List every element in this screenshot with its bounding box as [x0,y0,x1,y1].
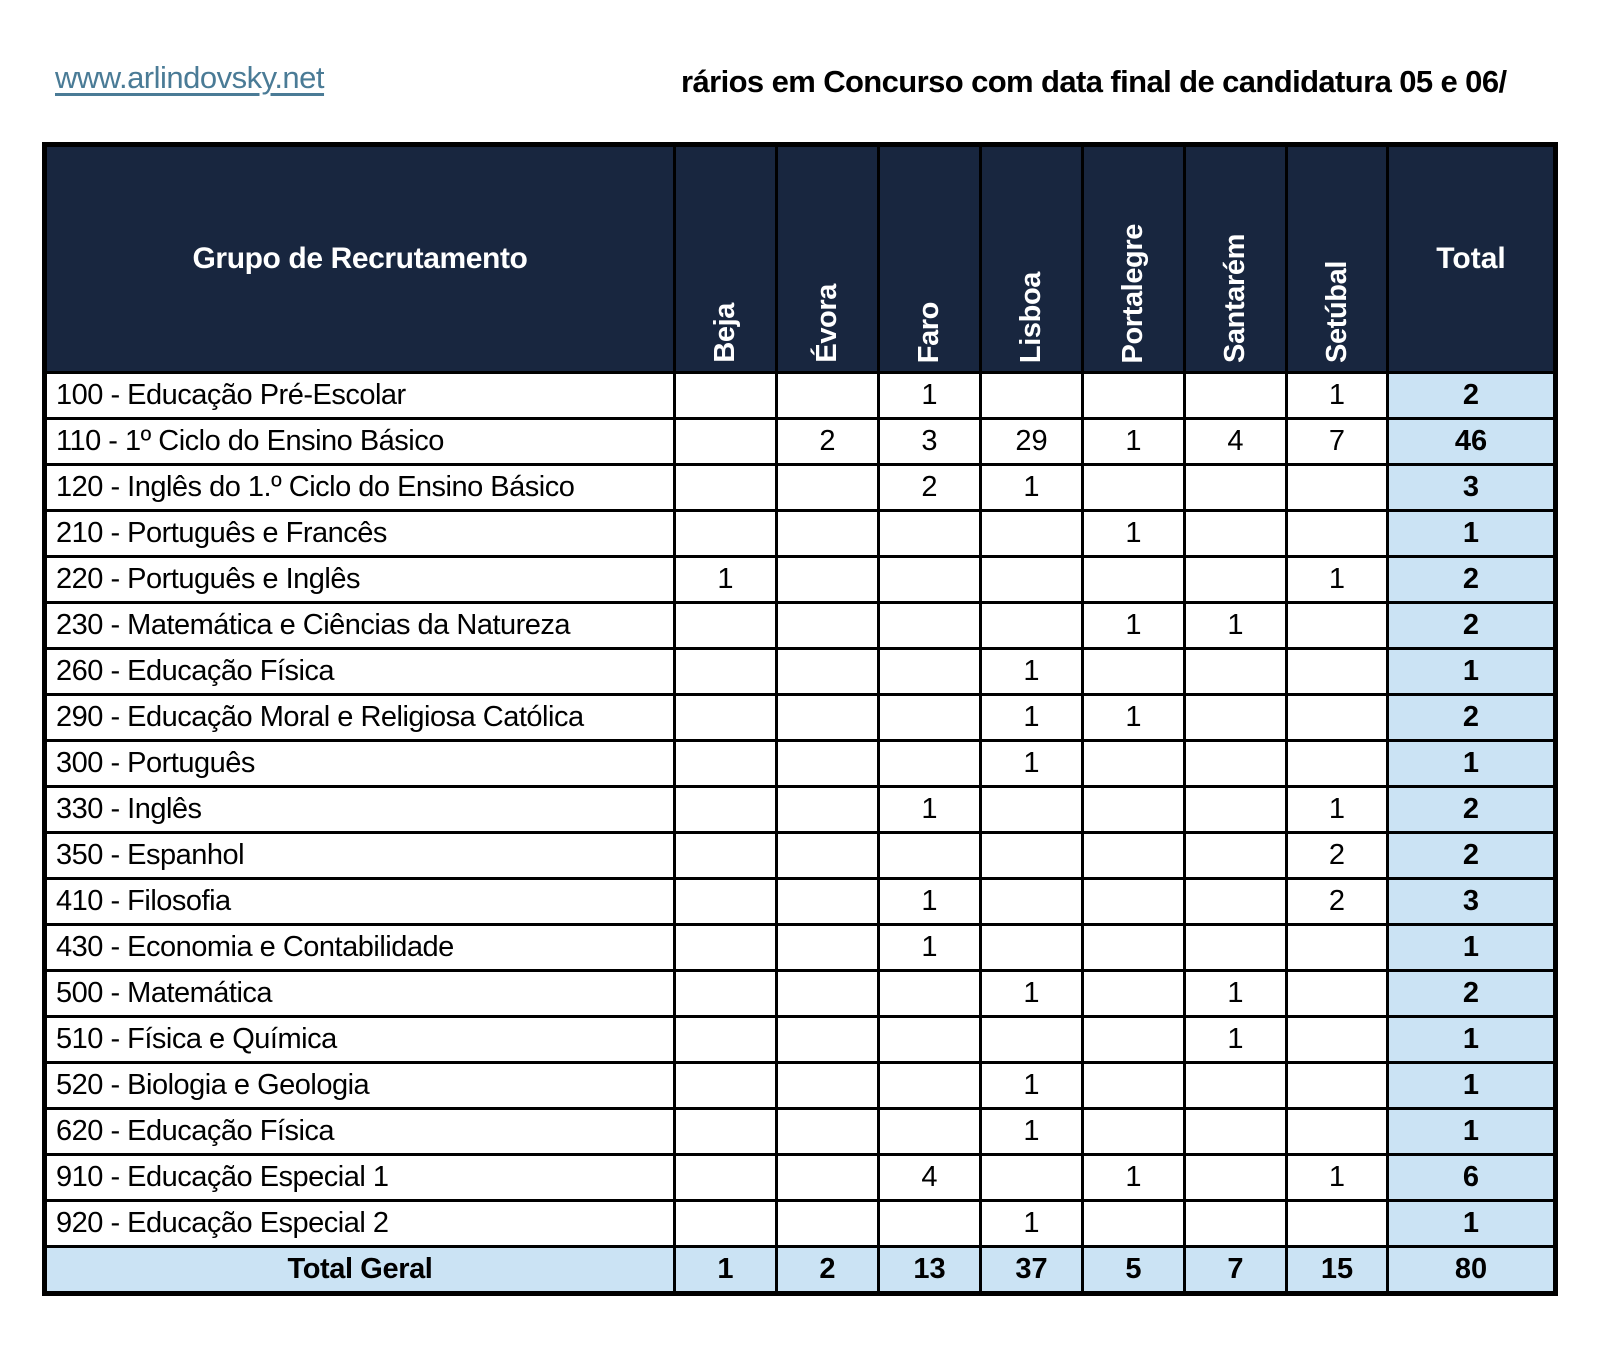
data-cell: 1 [1287,373,1388,419]
data-cell [675,511,777,557]
table-row [45,879,1556,925]
total-cell-beja: 1 [675,1247,777,1294]
data-cell [1083,879,1185,925]
data-cell [879,557,981,603]
data-cell [675,787,777,833]
page-title: rários em Concurso com data final de candidatura 05 e 06/ [681,64,1507,99]
data-cell [777,649,879,695]
table-row [45,1017,1556,1063]
data-cell [777,1109,879,1155]
data-cell [1083,741,1185,787]
data-cell [1287,741,1388,787]
row-total-cell: 3 [1388,465,1556,511]
table-row [45,833,1556,879]
table-row [45,695,1556,741]
data-cell [981,925,1083,971]
data-cell [675,1017,777,1063]
data-cell: 1 [879,373,981,419]
row-label: 110 - 1º Ciclo do Ensino Básico [45,419,675,465]
row-label: 430 - Economia e Contabilidade [45,925,675,971]
data-cell: 2 [879,465,981,511]
row-total-cell: 1 [1388,1109,1556,1155]
table-row [45,1201,1556,1247]
data-cell [1287,695,1388,741]
data-cell [1287,603,1388,649]
data-cell [879,511,981,557]
data-cell [675,1201,777,1247]
row-label: 910 - Educação Especial 1 [45,1155,675,1201]
row-total-cell: 1 [1388,925,1556,971]
row-label: 620 - Educação Física [45,1109,675,1155]
table-row [45,419,1556,465]
data-cell [777,1017,879,1063]
data-cell [1083,1017,1185,1063]
data-cell: 1 [675,557,777,603]
total-cell-faro: 13 [879,1247,981,1294]
row-label: 410 - Filosofia [45,879,675,925]
table-body [45,373,1556,1247]
total-cell-santarem: 7 [1185,1247,1287,1294]
data-cell [1083,833,1185,879]
data-cell [777,787,879,833]
data-cell [675,373,777,419]
data-cell [1083,465,1185,511]
table-row [45,557,1556,603]
table-row [45,1063,1556,1109]
table-row [45,511,1556,557]
data-cell [1287,511,1388,557]
total-cell-setubal: 15 [1287,1247,1388,1294]
row-label: 520 - Biologia e Geologia [45,1063,675,1109]
site-link[interactable]: www.arlindovsky.net [55,60,325,95]
data-cell [1287,465,1388,511]
data-cell [675,925,777,971]
row-total-cell: 1 [1388,1017,1556,1063]
total-cell-lisboa: 37 [981,1247,1083,1294]
row-total-cell: 1 [1388,1201,1556,1247]
data-cell: 4 [1185,419,1287,465]
data-cell [1185,511,1287,557]
data-cell [1083,1109,1185,1155]
data-cell: 1 [1287,787,1388,833]
row-total-cell: 2 [1388,557,1556,603]
data-cell [675,1109,777,1155]
data-cell [1185,879,1287,925]
row-label: 330 - Inglês [45,787,675,833]
data-cell [675,1063,777,1109]
data-cell [981,603,1083,649]
column-header-faro: Faro [879,145,981,373]
total-geral-row [45,1247,1556,1294]
data-cell [879,1201,981,1247]
row-label: 300 - Português [45,741,675,787]
data-cell: 7 [1287,419,1388,465]
data-cell [1185,925,1287,971]
data-cell [777,925,879,971]
data-cell [1083,649,1185,695]
row-total-cell: 1 [1388,649,1556,695]
data-cell [675,649,777,695]
data-cell: 1 [1287,557,1388,603]
data-cell: 1 [1185,1017,1287,1063]
row-total-cell: 2 [1388,787,1556,833]
data-cell [981,373,1083,419]
data-cell [1185,1155,1287,1201]
data-cell [675,1155,777,1201]
data-cell: 1 [1083,695,1185,741]
data-cell: 4 [879,1155,981,1201]
data-cell [1185,557,1287,603]
table-row [45,603,1556,649]
total-cell-portalegre: 5 [1083,1247,1185,1294]
table-row [45,787,1556,833]
data-cell [777,1063,879,1109]
table-row [45,649,1556,695]
data-cell: 1 [1083,511,1185,557]
data-cell [1185,833,1287,879]
data-cell [879,1017,981,1063]
grand-total-cell: 80 [1388,1247,1556,1294]
data-cell [777,741,879,787]
table-row [45,741,1556,787]
data-cell [1287,1201,1388,1247]
data-cell [879,1109,981,1155]
row-label: 510 - Física e Química [45,1017,675,1063]
row-label: 290 - Educação Moral e Religiosa Católica [45,695,675,741]
row-label: 260 - Educação Física [45,649,675,695]
data-cell: 1 [1185,603,1287,649]
data-cell [1083,787,1185,833]
column-header-setubal: Setúbal [1287,145,1388,373]
data-cell [777,833,879,879]
data-cell [1185,695,1287,741]
data-cell [675,833,777,879]
column-header-grupo-de-recrutamento: Grupo de Recrutamento [45,145,675,373]
data-cell: 1 [981,1109,1083,1155]
data-cell [879,741,981,787]
data-cell: 1 [981,695,1083,741]
data-cell: 1 [1287,1155,1388,1201]
data-cell: 1 [1083,419,1185,465]
data-cell [777,465,879,511]
data-cell [675,879,777,925]
data-cell [981,511,1083,557]
row-label: 500 - Matemática [45,971,675,1017]
data-cell [879,695,981,741]
row-total-cell: 2 [1388,373,1556,419]
row-label: 920 - Educação Especial 2 [45,1201,675,1247]
row-label: 100 - Educação Pré-Escolar [45,373,675,419]
column-header-beja: Beja [675,145,777,373]
data-cell: 2 [777,419,879,465]
data-cell: 1 [1083,1155,1185,1201]
data-cell [1083,971,1185,1017]
data-cell: 1 [981,465,1083,511]
data-cell [777,1201,879,1247]
data-cell [675,419,777,465]
data-cell [879,833,981,879]
recruitment-table [42,142,1558,1296]
data-cell [1185,1201,1287,1247]
row-label: 230 - Matemática e Ciências da Natureza [45,603,675,649]
data-cell: 1 [1185,971,1287,1017]
data-cell [675,465,777,511]
row-total-cell: 2 [1388,971,1556,1017]
data-cell [777,511,879,557]
data-cell: 1 [879,925,981,971]
row-label: 350 - Espanhol [45,833,675,879]
table-row [45,971,1556,1017]
data-cell [1083,1063,1185,1109]
data-cell [1287,925,1388,971]
data-cell [981,879,1083,925]
data-cell [777,971,879,1017]
data-cell [1185,1109,1287,1155]
table-row [45,1109,1556,1155]
data-cell [1185,787,1287,833]
data-cell [1083,925,1185,971]
data-cell [1185,1063,1287,1109]
data-cell: 1 [879,787,981,833]
table-row [45,1155,1556,1201]
data-cell [777,603,879,649]
total-geral-label: Total Geral [45,1247,675,1294]
data-cell [1287,1017,1388,1063]
row-total-cell: 1 [1388,1063,1556,1109]
data-cell [1083,557,1185,603]
data-cell [777,1155,879,1201]
row-label: 120 - Inglês do 1.º Ciclo do Ensino Básico [45,465,675,511]
table-row [45,373,1556,419]
data-cell: 2 [1287,879,1388,925]
data-cell [1185,741,1287,787]
data-cell [1287,1063,1388,1109]
total-cell-evora: 2 [777,1247,879,1294]
data-cell [675,603,777,649]
data-cell [879,649,981,695]
data-cell [981,557,1083,603]
data-cell [1083,1201,1185,1247]
row-total-cell: 1 [1388,741,1556,787]
data-cell [777,695,879,741]
data-cell [1185,465,1287,511]
data-cell [1185,649,1287,695]
data-cell [777,879,879,925]
column-header-lisboa: Lisboa [981,145,1083,373]
row-total-cell: 6 [1388,1155,1556,1201]
row-label: 210 - Português e Francês [45,511,675,557]
data-cell: 1 [1083,603,1185,649]
data-cell [981,833,1083,879]
data-cell [981,1155,1083,1201]
table-row [45,465,1556,511]
row-total-cell: 2 [1388,695,1556,741]
data-cell [675,695,777,741]
header-row [45,145,1556,373]
data-cell [879,1063,981,1109]
data-cell [777,557,879,603]
data-cell [1287,1109,1388,1155]
row-total-cell: 3 [1388,879,1556,925]
row-total-cell: 1 [1388,511,1556,557]
data-cell: 3 [879,419,981,465]
row-total-cell: 46 [1388,419,1556,465]
data-cell [1185,373,1287,419]
column-header-evora: Évora [777,145,879,373]
data-cell [879,971,981,1017]
data-cell: 1 [879,879,981,925]
table-row [45,925,1556,971]
data-cell [777,373,879,419]
data-cell: 1 [981,1063,1083,1109]
data-cell: 1 [981,1201,1083,1247]
data-cell [675,741,777,787]
column-header-total: Total [1388,145,1556,373]
row-total-cell: 2 [1388,603,1556,649]
column-header-portalegre: Portalegre [1083,145,1185,373]
data-cell: 1 [981,649,1083,695]
row-label: 220 - Português e Inglês [45,557,675,603]
column-header-santarem: Santarém [1185,145,1287,373]
data-cell: 1 [981,741,1083,787]
data-cell [879,603,981,649]
data-cell [1287,971,1388,1017]
data-cell [1083,373,1185,419]
data-cell [981,1017,1083,1063]
data-cell: 1 [981,971,1083,1017]
data-cell [981,787,1083,833]
data-cell [1287,649,1388,695]
data-cell: 29 [981,419,1083,465]
data-cell [675,971,777,1017]
row-total-cell: 2 [1388,833,1556,879]
data-cell: 2 [1287,833,1388,879]
